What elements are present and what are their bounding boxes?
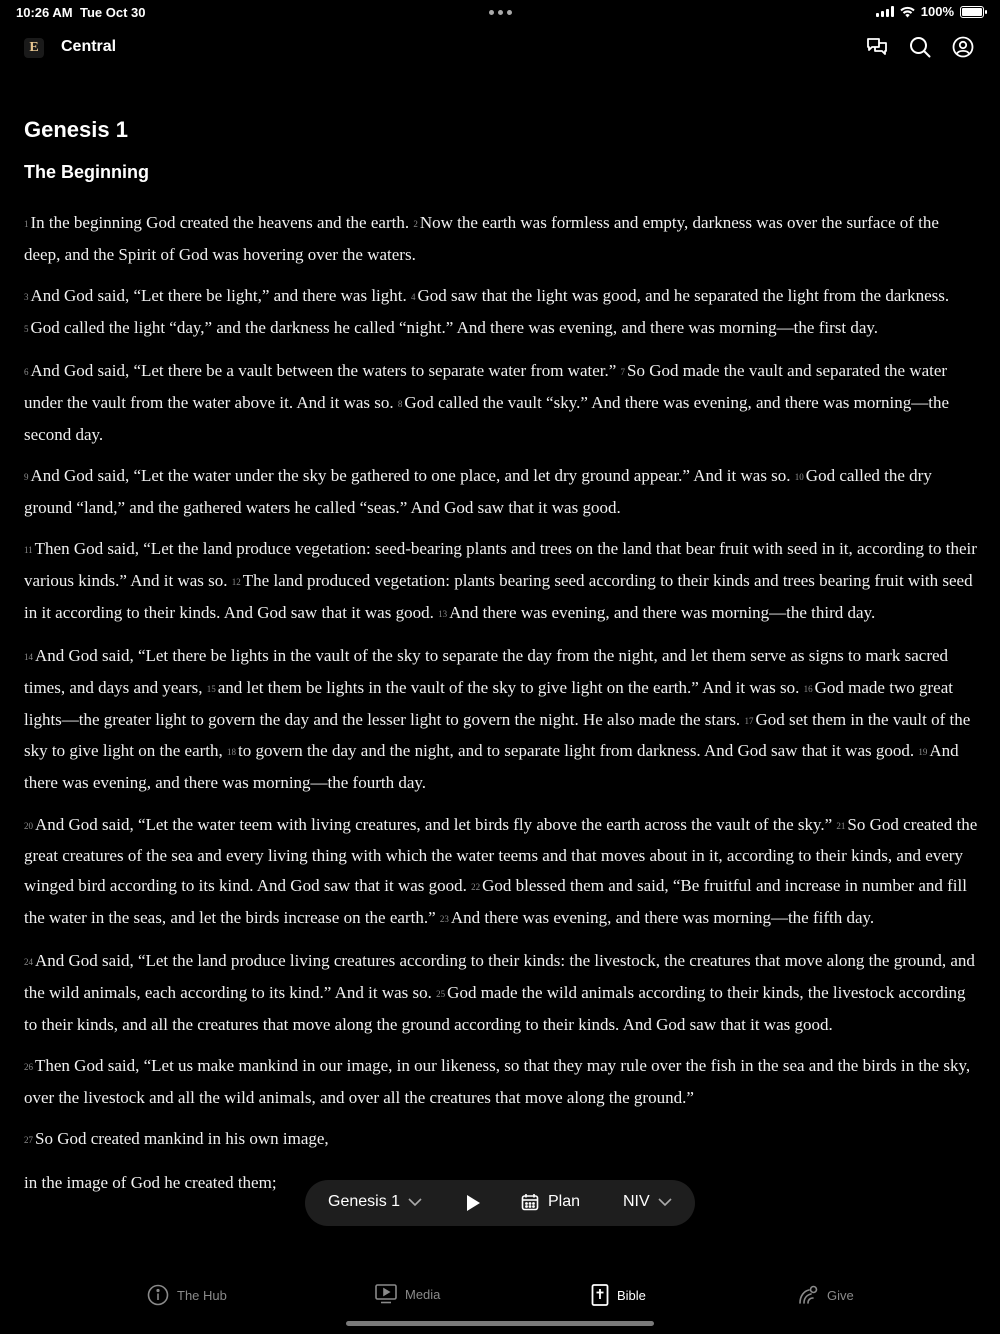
verse-text[interactable]: God called the vault “sky.” And there was evening, and there was morning—the second day. [24,392,950,444]
verse-number[interactable]: 18 [227,747,237,758]
info-circle-icon [147,1284,169,1306]
verse-number[interactable]: 12 [231,576,241,587]
tab-label: Bible [617,1287,646,1303]
verse-number[interactable]: 3 [24,292,29,303]
tab-media[interactable] [375,1284,440,1304]
verse-number[interactable]: 25 [436,989,446,1000]
verse-text[interactable]: And there was evening, and there was morning—the third day. [449,602,876,622]
verse-number[interactable]: 2 [413,219,418,229]
verse-number[interactable]: 17 [744,715,754,726]
tab-label: The Hub [177,1287,227,1303]
verse-text[interactable]: And God said, “Let there be lights in the vault of the sky to separate the day from the night, and let them serve as signs to mark sacred times, and days and years, [24,646,949,697]
verse-text[interactable]: And there was evening, and there was morning—the fourth day. [24,741,959,793]
scripture-paragraph [24,641,979,798]
tab-the-hub[interactable] [147,1284,227,1306]
verse-number[interactable]: 5 [24,323,29,334]
verse-text[interactable]: and let them be lights in the vault of the sky to give light on the earth.” And it was so. [217,677,800,697]
verse-text[interactable]: God called the light “day,” and the darkness he called “night.” And there was evening, and there was morning—the first day. [30,317,879,337]
verse-text[interactable]: to govern the day and the night, and to separate light from darkness. And God saw that it was good. [238,741,915,761]
scripture-paragraph [24,208,979,270]
chevron-down-icon [658,1198,672,1207]
calendar-icon [521,1193,539,1211]
tab-label: Media [405,1286,441,1302]
tab-bar [0,1278,1000,1314]
verse-text[interactable]: And there was evening, and there was morning—the fifth day. [450,907,875,927]
verse-number[interactable]: 13 [438,608,448,619]
verse-text[interactable]: And God said, “Let there be a vault between the waters to separate water from water.” [30,361,617,381]
chapter-title: Genesis 1 [24,117,128,142]
verse-number[interactable]: 23 [439,913,449,924]
header-actions [866,36,974,58]
verse-number[interactable]: 24 [24,957,33,968]
verse-number[interactable]: 11 [24,545,33,556]
cellular-signal-icon [876,6,894,17]
scripture-text [24,208,979,1156]
tab-bible[interactable] [591,1284,646,1306]
verse-number[interactable]: 22 [471,882,481,893]
scripture-paragraph [24,356,979,449]
verse-text[interactable]: So God created mankind in his own image, [35,1129,329,1149]
verse-number[interactable]: 15 [206,683,216,694]
status-bar [0,0,1000,24]
version-label: NIV [623,1193,650,1210]
verse-text[interactable]: So God created the great creatures of the sea and every living thing with which the water teems and that moves about in it, according to their kinds, and every winged bird according to its kind. And God saw that it was good. [24,814,978,896]
section-heading: The Beginning [24,162,149,182]
scripture-paragraph [24,1124,979,1156]
app-logo[interactable]: E [24,38,44,58]
verse-text[interactable]: The land produced vegetation: plants bearing seed according to their kinds and trees bearing fruit with seed in it according to their kinds. And God saw that it was good. [24,570,973,622]
chapter-selector-label: Genesis 1 [328,1193,401,1210]
chapter-selector[interactable] [328,1193,422,1211]
home-indicator[interactable] [346,1321,654,1326]
scripture-paragraph [24,461,979,523]
chevron-down-icon [408,1198,422,1207]
battery-percent: 100% [920,4,954,19]
verse-number[interactable]: 14 [24,652,33,663]
verse-text[interactable]: God made the wild animals according to their kinds, the livestock according to their kinds, and all the creatures that move along the ground according to their kinds. And God saw that it was good. [24,983,966,1034]
header-title[interactable]: Central [61,38,117,55]
plan-button[interactable] [521,1193,580,1211]
status-indicators [876,4,984,19]
verse-number[interactable]: 21 [836,820,846,831]
verse-text[interactable]: Now the earth was formless and empty, darkness was over the surface of the deep, and the Spirit of God was hovering over the waters. [24,213,939,264]
scripture-paragraph [24,281,979,345]
profile-icon[interactable] [952,36,974,58]
tv-play-icon [375,1284,397,1304]
verse-text[interactable]: And God said, “Let the water teem with living creatures, and let birds fly above the earth across the vault of the sky.” [35,814,833,834]
verse-number[interactable]: 8 [397,398,403,409]
verse-number[interactable]: 1 [24,219,29,229]
verse-number[interactable]: 19 [918,747,928,758]
verse-number[interactable]: 9 [24,472,29,483]
scripture-paragraph [24,1051,979,1113]
chat-bubbles-icon[interactable] [866,36,888,58]
multitasking-dots-icon[interactable] [489,10,512,15]
bible-reader[interactable] [24,106,979,1270]
status-date: Tue Oct 30 [80,5,146,20]
verse-text[interactable]: God called the dry ground “land,” and the gathered waters he called “seas.” And God saw that it was good. [24,466,932,517]
verse-number[interactable]: 7 [620,367,626,378]
verse-number[interactable]: 4 [411,292,416,303]
verse-text[interactable]: And God said, “Let there be light,” and there was light. [30,286,407,306]
play-icon [463,1193,483,1213]
verse-text[interactable]: Then God said, “Let the land produce vegetation: seed-bearing plants and trees on the land that bear fruit with seed in it, according to their various kinds.” And it was so. [24,539,977,590]
verse-number[interactable]: 26 [24,1062,33,1073]
verse-text[interactable]: So God made the vault and separated the water under the vault from the water above it. And it was so. [24,361,948,412]
verse-text[interactable]: God made two great lights—the greater light to govern the day and the lesser light to govern the night. He also made the stars. [24,677,953,729]
verse-number[interactable]: 10 [794,472,804,483]
status-time: 10:26 AM [16,5,73,20]
poetry-line: in the image of God he created them; [24,1172,277,1192]
verse-text[interactable]: God blessed them and said, “Be fruitful and increase in number and fill the water in the seas, and let the birds increase on the earth.” [24,876,967,927]
version-selector[interactable] [623,1193,672,1211]
verse-number[interactable]: 16 [803,683,813,694]
bible-cross-icon [591,1284,609,1306]
scripture-paragraph [24,810,979,935]
verse-number[interactable]: 20 [24,820,33,831]
app-header [0,30,1000,66]
tab-label: Give [827,1287,854,1303]
play-audio-button[interactable] [463,1193,483,1213]
reader-control-pill [305,1180,695,1226]
search-icon[interactable] [909,36,931,58]
verse-text[interactable]: God saw that the light was good, and he separated the light from the darkness. [417,286,950,306]
tab-give[interactable] [797,1284,854,1306]
verse-text[interactable]: God set them in the vault of the sky to give light on the earth, [24,709,971,761]
verse-number[interactable]: 27 [24,1135,33,1146]
battery-icon [960,6,984,18]
plan-label: Plan [548,1193,581,1210]
scripture-paragraph [24,946,979,1039]
verse-text[interactable]: And God said, “Let the water under the sky be gathered to one place, and let dry ground appear.” And it was so. [30,466,791,486]
verse-text[interactable]: Then God said, “Let us make mankind in our image, in our likeness, so that they may rule over the fish in the sea and the birds in the sky, over the livestock and all the wild animals, and over all the creatures that move along the ground.” [24,1056,971,1107]
verse-number[interactable]: 6 [24,367,29,378]
verse-text[interactable]: And God said, “Let the land produce living creatures according to their kinds: the livestock, the creatures that move along the ground, and the wild animals, each according to its kind.” And it was so. [24,951,975,1003]
wifi-icon [900,6,915,18]
scripture-paragraph [24,534,979,629]
verse-text[interactable]: In the beginning God created the heavens and the earth. [30,213,410,232]
give-hand-icon [797,1284,819,1306]
